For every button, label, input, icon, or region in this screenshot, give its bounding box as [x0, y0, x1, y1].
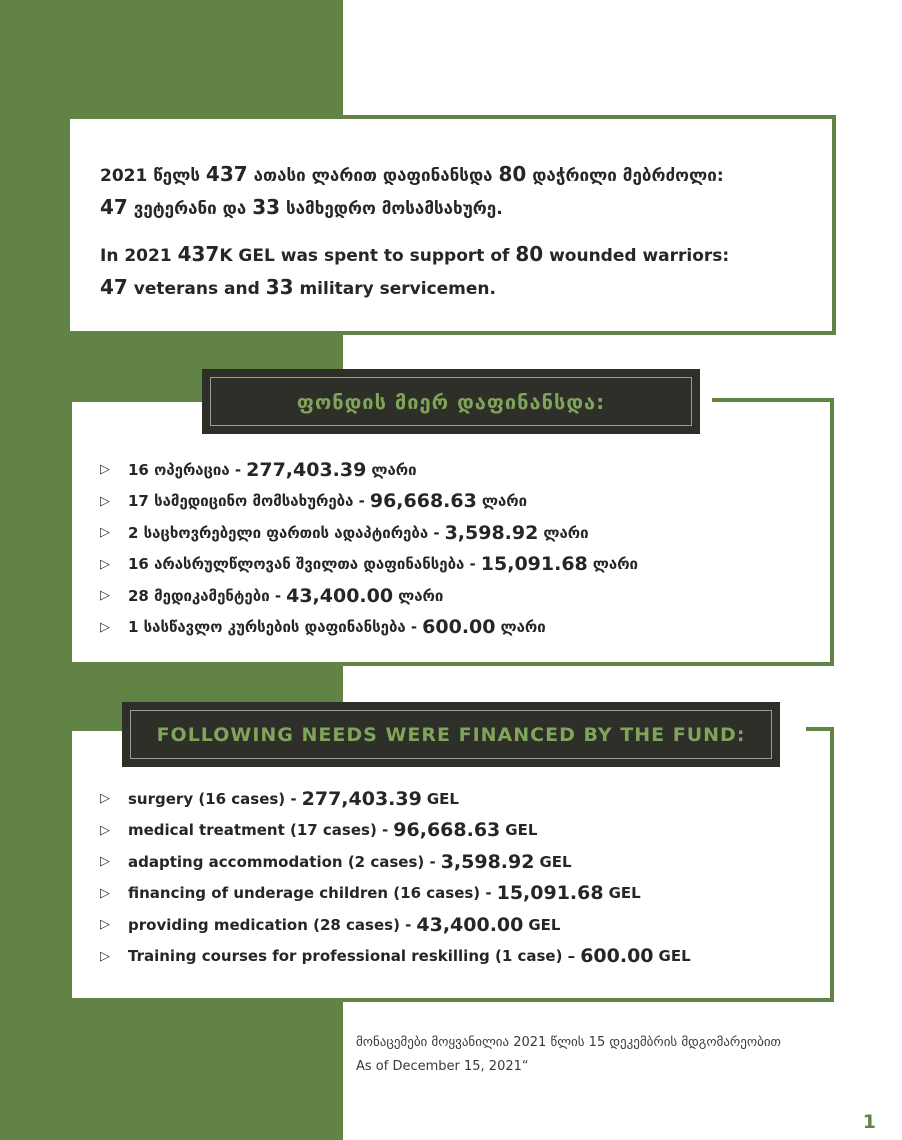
list-item	[100, 878, 830, 910]
item-amount: 277,403.39	[246, 458, 367, 481]
item-amount: 43,400.00	[416, 913, 524, 936]
item-amount: 3,598.92	[440, 850, 535, 873]
item-amount: 600.00	[422, 616, 496, 639]
en-box-top-accent-line	[806, 727, 834, 731]
triangle-bullet-icon: ▷	[100, 619, 110, 635]
item-label: 2 საცხოვრებელი ფართის ადაპტირება -	[128, 523, 440, 542]
footnote-ka: მონაცემები მოყვანილია 2021 წლის 15 დეკემბრის მდგომარეობით	[356, 1035, 781, 1050]
summary-ka-line-1: 2021 წელს 437 ათასი ლარით დაფინანსდა 80 დაჭრილი მებრძოლი:	[100, 162, 724, 186]
item-amount: 600.00	[580, 945, 654, 968]
en-funded-list	[100, 783, 830, 972]
triangle-bullet-icon: ▷	[100, 493, 110, 509]
triangle-bullet-icon: ▷	[100, 822, 110, 838]
item-label: 17 სამედიცინო მომსახურება -	[128, 492, 365, 511]
item-label: Training courses for professional reskilling (1 case) –	[128, 947, 576, 966]
en-section-title: FOLLOWING NEEDS WERE FINANCED BY THE FUND:	[130, 710, 772, 759]
item-label: 1 სასწავლო კურსების დაფინანსება -	[128, 618, 418, 637]
item-label: providing medication (28 cases) -	[128, 915, 412, 934]
triangle-bullet-icon: ▷	[100, 588, 110, 604]
item-amount: 43,400.00	[286, 584, 394, 607]
item-currency: GEL	[528, 915, 561, 934]
list-item	[100, 846, 830, 878]
summary-en-line-1: In 2021 437K GEL was spent to support of 80 wounded warriors:	[100, 242, 730, 266]
item-label: surgery (16 cases) -	[128, 789, 297, 808]
summary-en-line-2: 47 veterans and 33 military servicemen.	[100, 275, 496, 299]
list-item	[100, 783, 830, 815]
summary-ka-line-2: 47 ვეტერანი და 33 სამხედრო მოსამსახურე.	[100, 195, 503, 219]
en-funded-list-box	[72, 731, 834, 1002]
list-item	[100, 549, 830, 581]
list-item	[100, 517, 830, 549]
item-currency: ლარი	[371, 460, 417, 479]
triangle-bullet-icon: ▷	[100, 917, 110, 933]
ka-section-header	[202, 369, 700, 434]
item-label: 16 ოპერაცია -	[128, 460, 242, 479]
triangle-bullet-icon: ▷	[100, 525, 110, 541]
item-currency: GEL	[539, 852, 572, 871]
item-currency: GEL	[658, 947, 691, 966]
item-amount: 3,598.92	[444, 521, 539, 544]
item-amount: 15,091.68	[480, 553, 588, 576]
ka-funded-list-box	[72, 402, 834, 666]
item-label: adapting accommodation (2 cases) -	[128, 852, 436, 871]
item-currency: ლარი	[500, 618, 546, 637]
triangle-bullet-icon: ▷	[100, 885, 110, 901]
en-section-header	[122, 702, 780, 767]
ka-section-title: ფონდის მიერ დაფინანსდა:	[210, 377, 692, 426]
list-item	[100, 454, 830, 486]
item-label: medical treatment (17 cases) -	[128, 821, 389, 840]
item-currency: ლარი	[481, 492, 528, 511]
triangle-bullet-icon: ▷	[100, 462, 110, 478]
footnote-en: As of December 15, 2021“	[356, 1059, 529, 1074]
list-item	[100, 815, 830, 847]
item-amount: 15,091.68	[496, 882, 604, 905]
item-label: 28 მედიკამენტები -	[128, 586, 282, 605]
triangle-bullet-icon: ▷	[100, 556, 110, 572]
ka-box-top-accent-line	[712, 398, 834, 402]
item-currency: GEL	[426, 789, 459, 808]
item-currency: ლარი	[543, 523, 589, 542]
item-amount: 96,668.63	[393, 819, 501, 842]
item-amount: 96,668.63	[369, 490, 477, 513]
page-number: 1	[862, 1111, 876, 1133]
summary-box	[70, 115, 836, 335]
item-currency: GEL	[608, 884, 641, 903]
triangle-bullet-icon: ▷	[100, 854, 110, 870]
item-label: financing of underage children (16 cases) -	[128, 884, 492, 903]
list-item	[100, 612, 830, 644]
item-currency: ლარი	[398, 586, 444, 605]
item-currency: GEL	[505, 821, 538, 840]
ka-funded-list	[100, 454, 830, 643]
data-date-footnote	[356, 1031, 781, 1079]
item-label: 16 არასრულწლოვან შვილთა დაფინანსება -	[128, 555, 476, 574]
triangle-bullet-icon: ▷	[100, 948, 110, 964]
list-item	[100, 580, 830, 612]
item-amount: 277,403.39	[301, 787, 422, 810]
list-item	[100, 909, 830, 941]
item-currency: ლარი	[592, 555, 639, 574]
triangle-bullet-icon: ▷	[100, 791, 110, 807]
list-item	[100, 486, 830, 518]
list-item	[100, 941, 830, 973]
